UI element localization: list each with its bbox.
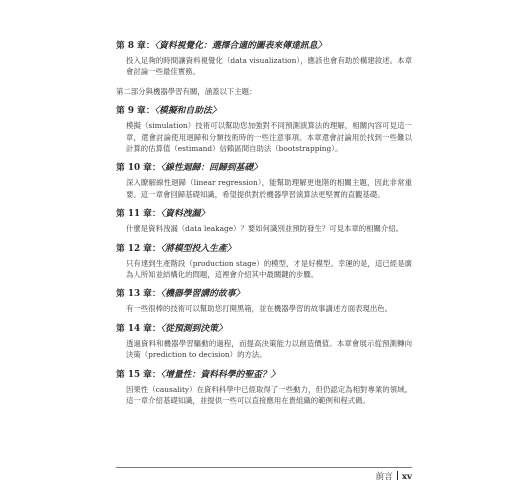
chapter-title: 〈增量性：資料科學的聖盃？〉 bbox=[160, 369, 280, 380]
chapter-heading bbox=[116, 323, 412, 335]
chapter-heading bbox=[116, 288, 412, 300]
chapter-number: 第 12 章： bbox=[116, 243, 161, 254]
page-content bbox=[116, 40, 412, 407]
chapter-description: 什麼是資料洩漏（data leakage）？要如何識別並預防發生？可見本章的相關介紹。 bbox=[126, 224, 404, 234]
chapter-description: 透過資料和機器學習驅動的過程，而提高決策能力以創造價值。本章會展示從預測轉向決策（prediction to decision）的方法。 bbox=[126, 338, 412, 360]
footer-rule bbox=[116, 467, 412, 468]
chapter-heading bbox=[116, 208, 412, 220]
chapter-9-entry bbox=[116, 105, 412, 154]
chapter-12-entry bbox=[116, 243, 412, 281]
chapter-number: 第 11 章： bbox=[116, 209, 161, 220]
page-footer bbox=[376, 470, 412, 482]
chapter-title: 〈從預測到決策〉 bbox=[160, 323, 227, 334]
chapter-title: 〈機器學習講的故事〉 bbox=[160, 289, 245, 300]
chapter-heading bbox=[116, 369, 412, 381]
chapter-heading bbox=[116, 162, 412, 174]
chapter-11-entry bbox=[116, 208, 412, 234]
chapter-description: 投入足夠的時間讓資料視覺化（data visualization），應該也會有助於構建敘述。本章會討論一些最佳實務。 bbox=[126, 56, 412, 77]
chapter-title: 〈線性迴歸：回歸到基礎〉 bbox=[160, 163, 262, 174]
chapter-number: 第 10 章： bbox=[116, 163, 161, 174]
chapter-number: 第 9 章： bbox=[116, 106, 155, 117]
chapter-description: 有一些很棒的技術可以幫助您打開黑箱，並在機器學習的故事講述方面表現出色。 bbox=[126, 304, 393, 314]
chapter-description: 因果性（causality）在資料科學中已經取得了一些動力，但仍認定為相對專業的領域。這一章介紹基礎知識，並提供一些可以直接應用在貴組織的範例和程式碼。 bbox=[126, 384, 412, 406]
footer-section-label: 前言 bbox=[375, 472, 393, 482]
chapter-8-entry bbox=[116, 40, 412, 78]
chapter-heading bbox=[116, 40, 412, 52]
chapter-description: 只有達到生產階段（production stage）的模型，才是好模型。幸運的是，這已經是廣為人所知並結構化的問題，這裡會介紹其中最關鍵的步驟。 bbox=[126, 258, 412, 280]
part-intro-text: 第二部分與機器學習有關，涵蓋以下主題： bbox=[116, 86, 257, 96]
chapter-heading bbox=[116, 243, 412, 255]
chapter-10-entry bbox=[116, 162, 412, 200]
chapter-description: 深入瞭解線性迴歸（linear regression），能幫助理解更進階的相關主題，因此非常重要。這一章會回歸基礎知識，希望提供對於機器學習演算法更堅實的直觀基礎。 bbox=[126, 178, 412, 199]
chapter-number: 第 15 章： bbox=[116, 369, 161, 380]
chapter-title: 〈資料視覺化：選擇合適的圖表來傳達訊息〉 bbox=[154, 41, 327, 51]
chapter-title: 〈模擬和自助法〉 bbox=[154, 106, 221, 117]
chapter-14-entry bbox=[116, 323, 412, 361]
page-number: xv bbox=[401, 472, 412, 482]
chapter-number: 第 14 章： bbox=[116, 323, 161, 334]
chapter-number: 第 8 章： bbox=[116, 41, 155, 51]
chapter-heading bbox=[116, 105, 412, 117]
chapter-description: 模擬（simulation）技術可以幫助您加強對不同預測演算法的理解，相關內容可見這一章，還會討論使用迴歸和分類技術時的一些注意事項。本章還會討論用於找到一些難以計算的估算值（estimand）信賴區間自助法（bootstrapping）。 bbox=[126, 121, 412, 154]
footer-separator bbox=[397, 471, 398, 480]
chapter-title: 〈將模型投入生產〉 bbox=[160, 243, 236, 254]
chapter-13-entry bbox=[116, 288, 412, 314]
chapter-number: 第 13 章： bbox=[116, 289, 161, 300]
chapter-15-entry bbox=[116, 369, 412, 407]
chapter-title: 〈資料洩漏〉 bbox=[160, 209, 210, 220]
